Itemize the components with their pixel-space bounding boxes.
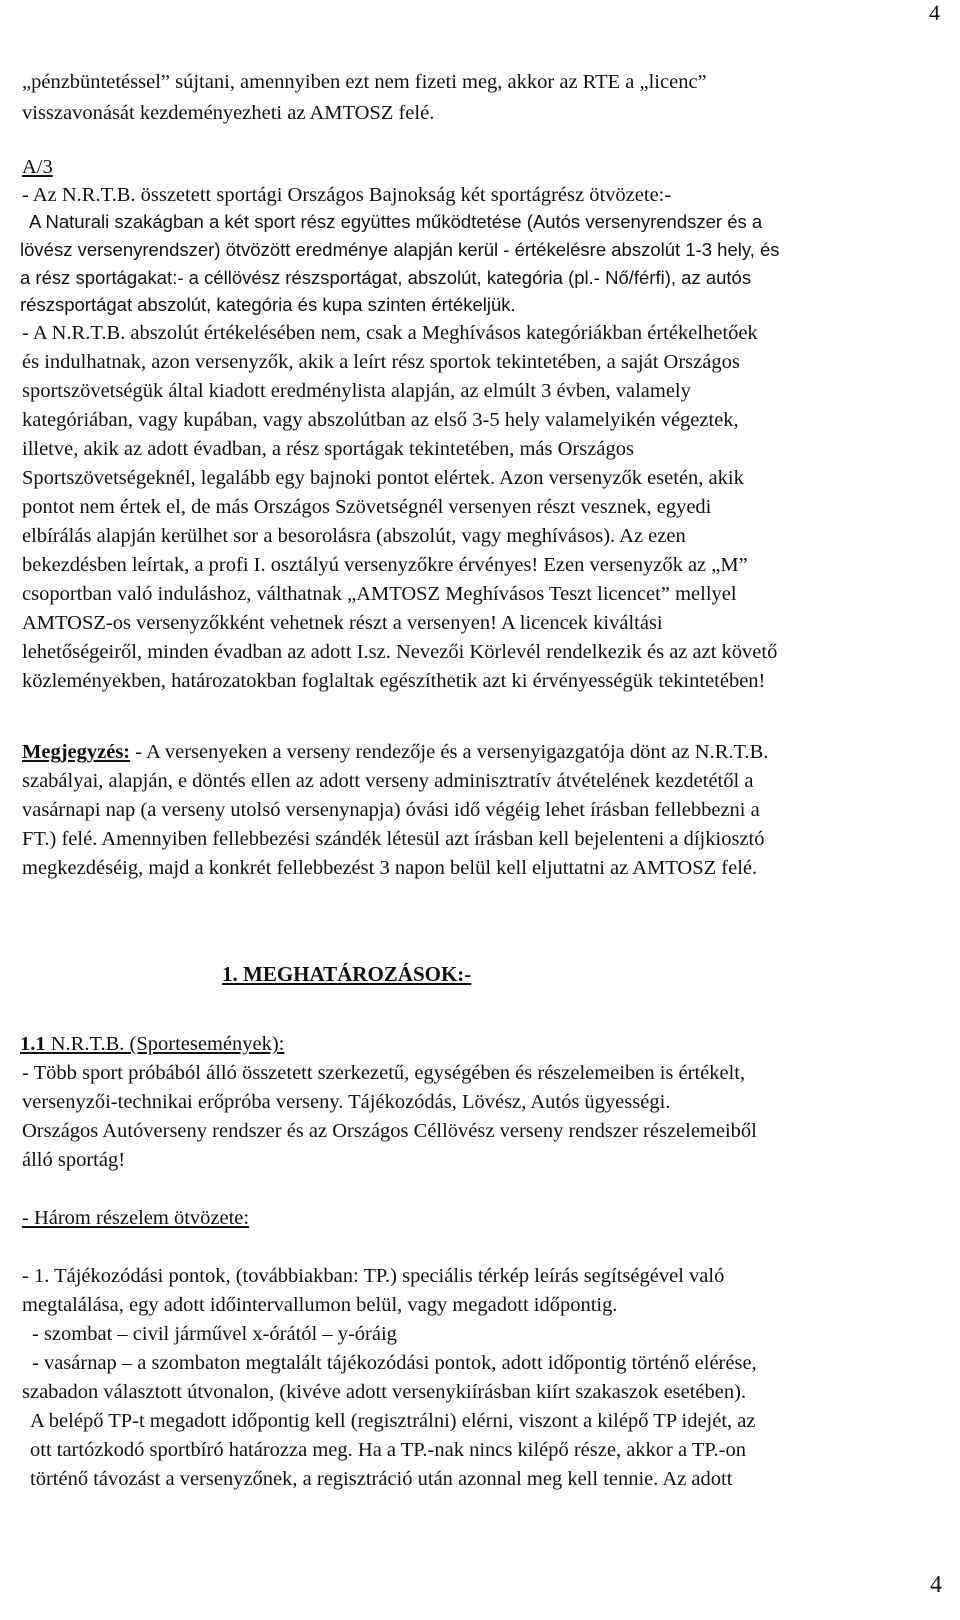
s11-line: versenyzői-technikai erőpróba verseny. Tájékozódás, Lövész, Autós ügyességi. [22,1091,671,1113]
page-number-top: 4 [929,0,940,25]
subsection-title [20,1030,284,1058]
s11-line: álló sportág! [22,1149,126,1171]
a3-line: kategóriában, vagy kupában, vagy abszolútban az első 3-5 hely valamelyikén végeztek, [22,409,739,431]
section-heading: 1. MEGHATÁROZÁSOK:- [222,962,472,986]
a3-line: pontot nem értek el, de más Országos Szövetségnél versenyen részt vesznek, egyedi [22,496,712,518]
subsection-name: N.R.T.B. (Sportesemények): [45,1033,285,1055]
a3-line: - A N.R.T.B. abszolút értékelésében nem, csak a Meghívásos kategóriákban értékelhetőek [22,322,758,344]
page-number-bottom: 4 [930,1572,942,1598]
a3-line: Sportszövetségeknél, legalább egy bajnoki pontot elértek. Azon versenyzők esetén, akik [22,467,744,489]
harom-line: - 1. Tájékozódási pontok, (továbbiakban: TP.) speciális térkép leírás segítségével való [22,1265,725,1287]
a3-line: részsportágat abszolút, kategória és kupa szinten értékeljük. [20,294,516,315]
a3-line: és indulhatnak, azon versenyzők, akik a leírt rész sportok tekintetében, a saját Országos [22,351,740,373]
note-label: Megjegyzés: [22,741,131,763]
a3-line: csoportban való induláshoz, válthatnak „AMTOSZ Meghívásos Teszt licencet” mellyel [22,583,737,605]
a3-line: közleményekben, határozatokban foglaltak egészíthetik azt ki érvényességük tekintetében! [22,670,766,692]
note-text: - A versenyeken a verseny rendezője és a versenyigazgatója dönt az N.R.T.B. [130,741,769,763]
paragraph-line: visszavonását kezdeményezheti az AMTOSZ felé. [22,102,435,124]
note-line: megkezdéséig, majd a konkrét fellebbezést 3 napon belül kell eljuttatni az AMTOSZ felé. [22,857,758,879]
a3-line: elbírálás alapján kerülhet sor a besorolásra (abszolút, vagy meghívásos). Az ezen [22,525,686,547]
harom-line: ott tartózkodó sportbíró határozza meg. Ha a TP.-nak nincs kilépő része, akkor a TP.-on [30,1439,746,1461]
note-line: FT.) felé. Amennyiben fellebbezési szándék létesül azt írásban kell bejelenteni a díjkiosztó [22,828,765,850]
harom-line: szabadon választott útvonalon, (kivéve adott versenykiírásban kiírt szakaszok esetében). [22,1381,747,1403]
a3-line: bekezdésben leírtak, a profi I. osztályú versenyzőkre érvényes! Ezen versenyzők az „M” [22,554,748,576]
s11-line: - Több sport próbából álló összetett szerkezetű, egységében és részelemeiben is értékelt, [22,1062,746,1084]
a3-line: A Naturali szakágban a két sport rész együttes működtetése (Autós versenyrendszer és a [29,211,763,232]
a3-line: illetve, akik az adott évadban, a rész sportágak tekintetében, más Országos [22,438,634,460]
harom-line: - szombat – civil járművel x-órától – y-óráig [32,1323,397,1345]
subsection-number: 1.1 [20,1033,46,1055]
note-line [22,738,768,766]
a3-line: - Az N.R.T.B. összetett sportági Országos Bajnokság két sportágrész ötvözete:- [22,184,672,206]
a3-line: lövész versenyrendszer) ötvözött eredménye alapján kerül - értékelésre abszolút 1-3 hely, és [20,239,780,260]
note-line: vasárnapi nap (a verseny utolsó versenynapja) óvási idő végéig lehet írásban fellebbezni a [22,799,760,821]
paragraph-line: „pénzbüntetéssel” sújtani, amennyiben ezt nem fizeti meg, akkor az RTE a „licenc” [22,71,707,93]
a3-line: a rész sportágakat:- a céllövész részsportágat, abszolút, kategória (pl.- Nő/férfi), az autós [20,267,752,288]
harom-line: történő távozást a versenyzőnek, a regisztráció után azonnal meg kell tennie. Az adott [30,1468,733,1490]
harom-heading: - Három részelem ötvözete: [22,1207,250,1229]
harom-line: A belépő TP-t megadott időpontig kell (regisztrálni) elérni, viszont a kilépő TP idejét, az [30,1410,756,1432]
harom-line: - vasárnap – a szombaton megtalált tájékozódási pontok, adott időpontig történő elérése, [32,1352,757,1374]
a3-line: sportszövetségük által kiadott eredménylista alapján, az elmúlt 3 évben, valamely [22,380,691,402]
a3-line: lehetőségeiről, minden évadban az adott I.sz. Nevezői Körlevél rendelkezik és az azt követő [22,641,778,663]
section-label-a3: A/3 [22,156,53,178]
harom-line: megtalálása, egy adott időintervallumon belül, vagy megadott időpontig. [22,1294,618,1316]
a3-line: AMTOSZ-os versenyzőkként vehetnek részt a versenyen! A licencek kiváltási [22,612,663,634]
note-line: szabályai, alapján, e döntés ellen az adott verseny adminisztratív átvételének kezdetétől a [22,770,754,792]
s11-line: Országos Autóverseny rendszer és az Országos Céllövész verseny rendszer részelemeiből [22,1120,757,1142]
